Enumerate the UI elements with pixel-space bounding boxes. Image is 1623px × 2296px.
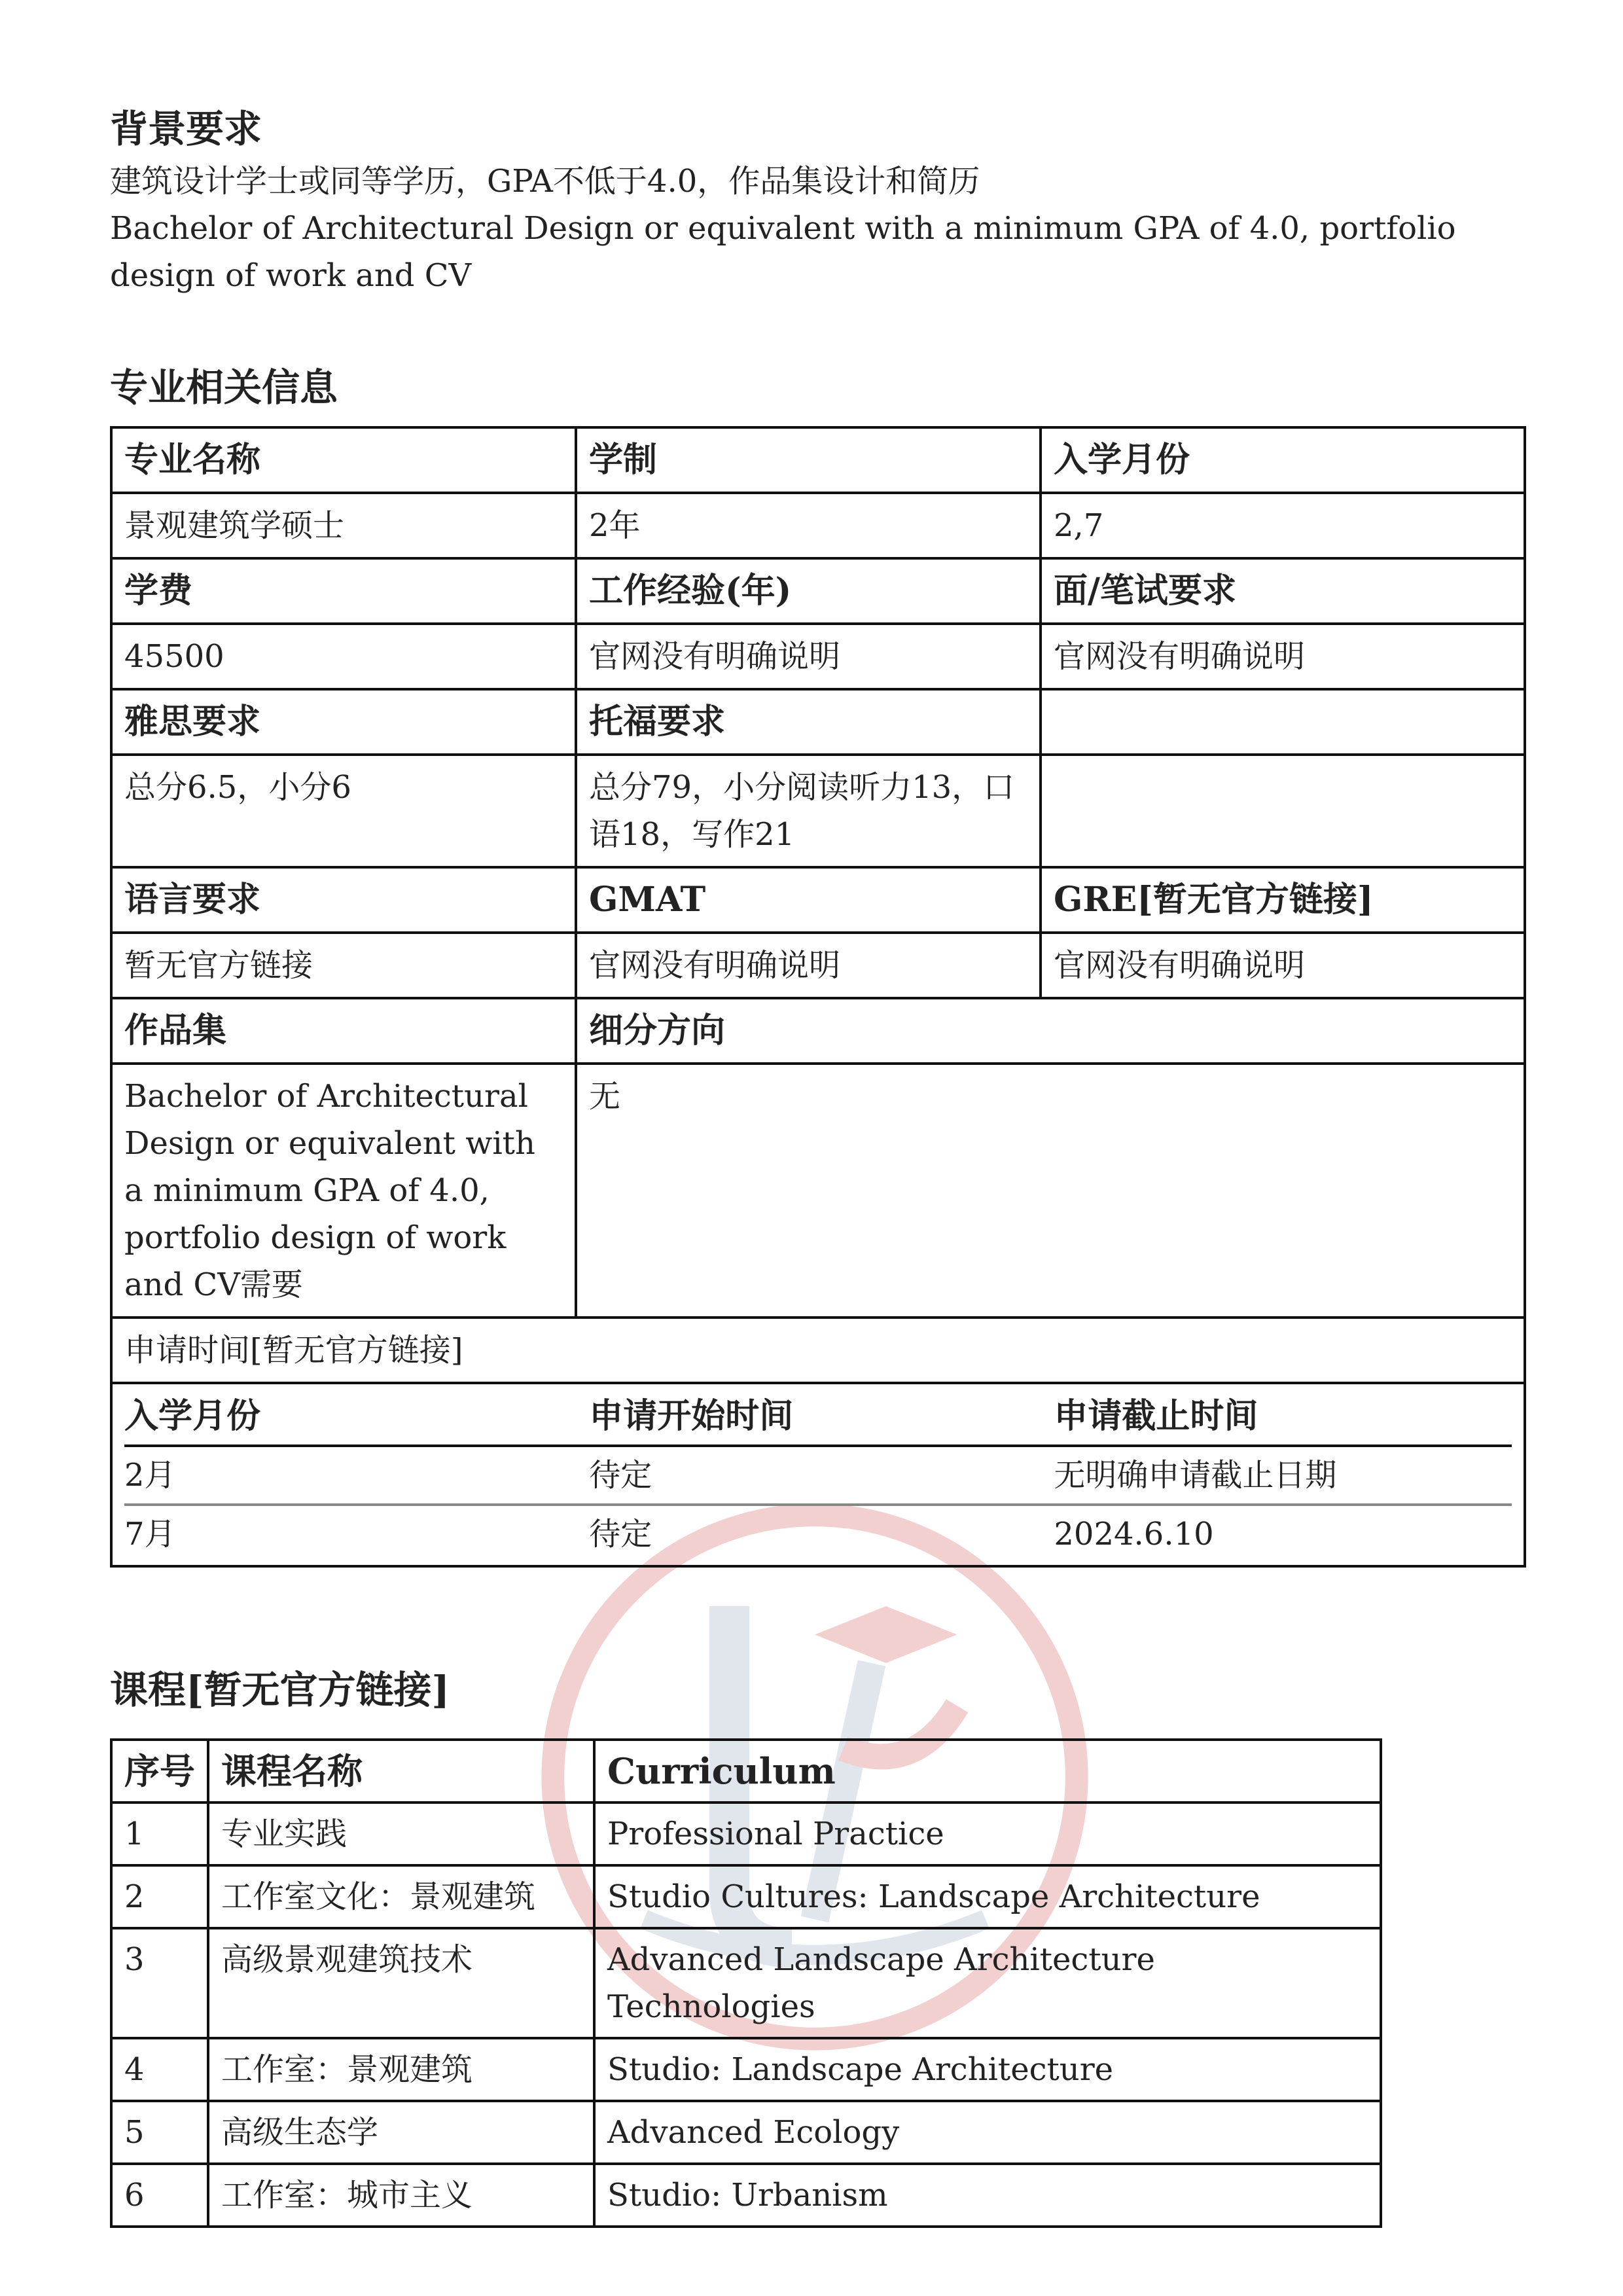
header-portfolio: 作品集 xyxy=(111,998,576,1064)
course-name: 工作室：城市主义 xyxy=(208,2164,594,2227)
course-index: 4 xyxy=(111,2038,208,2101)
background-text-en: Bachelor of Architectural Design or equivalent with a minimum GPA of 4.0, portfolio design of work and CV xyxy=(110,210,1456,295)
portfolio: Bachelor of Architectural Design or equivalent with a minimum GPA of 4.0, portfolio design of work and CV需要 xyxy=(111,1064,576,1318)
course-curriculum: Studio: Landscape Architecture xyxy=(594,2038,1381,2101)
tuition: 45500 xyxy=(111,624,576,689)
course-curriculum: Studio: Urbanism xyxy=(594,2164,1381,2227)
program-info-title: 专业相关信息 xyxy=(110,365,338,410)
application-table xyxy=(124,1388,1512,1562)
course-index: 3 xyxy=(111,1928,208,2038)
gmat: 官网没有明确说明 xyxy=(576,933,1041,998)
courses-title: 课程[暂无官方链接] xyxy=(110,1667,450,1712)
course-curriculum: Advanced Ecology xyxy=(594,2101,1381,2164)
header-intake: 入学月份 xyxy=(1041,427,1525,493)
apply-start: 待定 xyxy=(589,1515,652,1552)
course-header-curriculum: Curriculum xyxy=(594,1740,1381,1803)
header-gmat: GMAT xyxy=(576,867,1041,933)
apply-header-start: 申请开始时间 xyxy=(589,1388,1054,1446)
apply-header-intake: 入学月份 xyxy=(124,1388,589,1446)
course-index: 1 xyxy=(111,1803,208,1865)
application-time-title: 申请时间[暂无官方链接] xyxy=(111,1318,1525,1383)
program-info-table xyxy=(110,426,1526,1568)
program-name: 景观建筑学硕士 xyxy=(111,493,576,558)
course-header-index: 序号 xyxy=(111,1740,208,1803)
course-name: 工作室文化：景观建筑 xyxy=(208,1865,594,1928)
course-name: 高级景观建筑技术 xyxy=(208,1928,594,2038)
header-ielts: 雅思要求 xyxy=(111,689,576,755)
header-language: 语言要求 xyxy=(111,867,576,933)
course-index: 5 xyxy=(111,2101,208,2164)
header-program-name: 专业名称 xyxy=(111,427,576,493)
course-index: 2 xyxy=(111,1865,208,1928)
background-text-cn: 建筑设计学士或同等学历，GPA不低于4.0，作品集设计和简历 xyxy=(110,163,980,200)
course-name: 高级生态学 xyxy=(208,2101,594,2164)
header-work-experience: 工作经验(年) xyxy=(576,558,1041,624)
direction: 无 xyxy=(576,1064,1525,1318)
header-duration: 学制 xyxy=(576,427,1041,493)
course-name: 工作室：景观建筑 xyxy=(208,2038,594,2101)
courses-table xyxy=(110,1738,1382,2228)
header-tuition: 学费 xyxy=(111,558,576,624)
duration: 2年 xyxy=(576,493,1041,558)
ielts: 总分6.5，小分6 xyxy=(111,755,576,867)
header-interview: 面/笔试要求 xyxy=(1041,558,1525,624)
background-title: 背景要求 xyxy=(110,107,262,151)
interview: 官网没有明确说明 xyxy=(1041,624,1525,689)
table-row xyxy=(111,2101,1381,2164)
table-row xyxy=(111,2164,1381,2227)
apply-header-deadline: 申请截止时间 xyxy=(1054,1388,1512,1446)
work-experience: 官网没有明确说明 xyxy=(576,624,1041,689)
header-toefl: 托福要求 xyxy=(576,689,1041,755)
course-curriculum: Advanced Landscape Architecture Technologies xyxy=(594,1928,1381,2038)
table-row xyxy=(111,2038,1381,2101)
apply-deadline: 无明确申请截止日期 xyxy=(1054,1446,1512,1505)
empty-cell xyxy=(1041,755,1525,867)
course-header-name: 课程名称 xyxy=(208,1740,594,1803)
header-gre: GRE[暂无官方链接] xyxy=(1041,867,1525,933)
apply-deadline: 2024.6.10 xyxy=(1054,1515,1214,1552)
course-name: 专业实践 xyxy=(208,1803,594,1865)
course-curriculum: Studio Cultures: Landscape Architecture xyxy=(594,1865,1381,1928)
course-curriculum: Professional Practice xyxy=(594,1803,1381,1865)
empty-cell xyxy=(1041,689,1525,755)
apply-intake: 7月 xyxy=(124,1515,176,1552)
table-row xyxy=(111,1803,1381,1865)
language: 暂无官方链接 xyxy=(111,933,576,998)
gre: 官网没有明确说明 xyxy=(1041,933,1525,998)
course-index: 6 xyxy=(111,2164,208,2227)
apply-start: 待定 xyxy=(589,1446,1054,1505)
intake: 2,7 xyxy=(1041,493,1525,558)
table-row xyxy=(111,1928,1381,2038)
table-row xyxy=(111,1865,1381,1928)
apply-intake: 2月 xyxy=(124,1446,589,1505)
header-direction: 细分方向 xyxy=(576,998,1525,1064)
toefl: 总分79，小分阅读听力13，口语18，写作21 xyxy=(576,755,1041,867)
